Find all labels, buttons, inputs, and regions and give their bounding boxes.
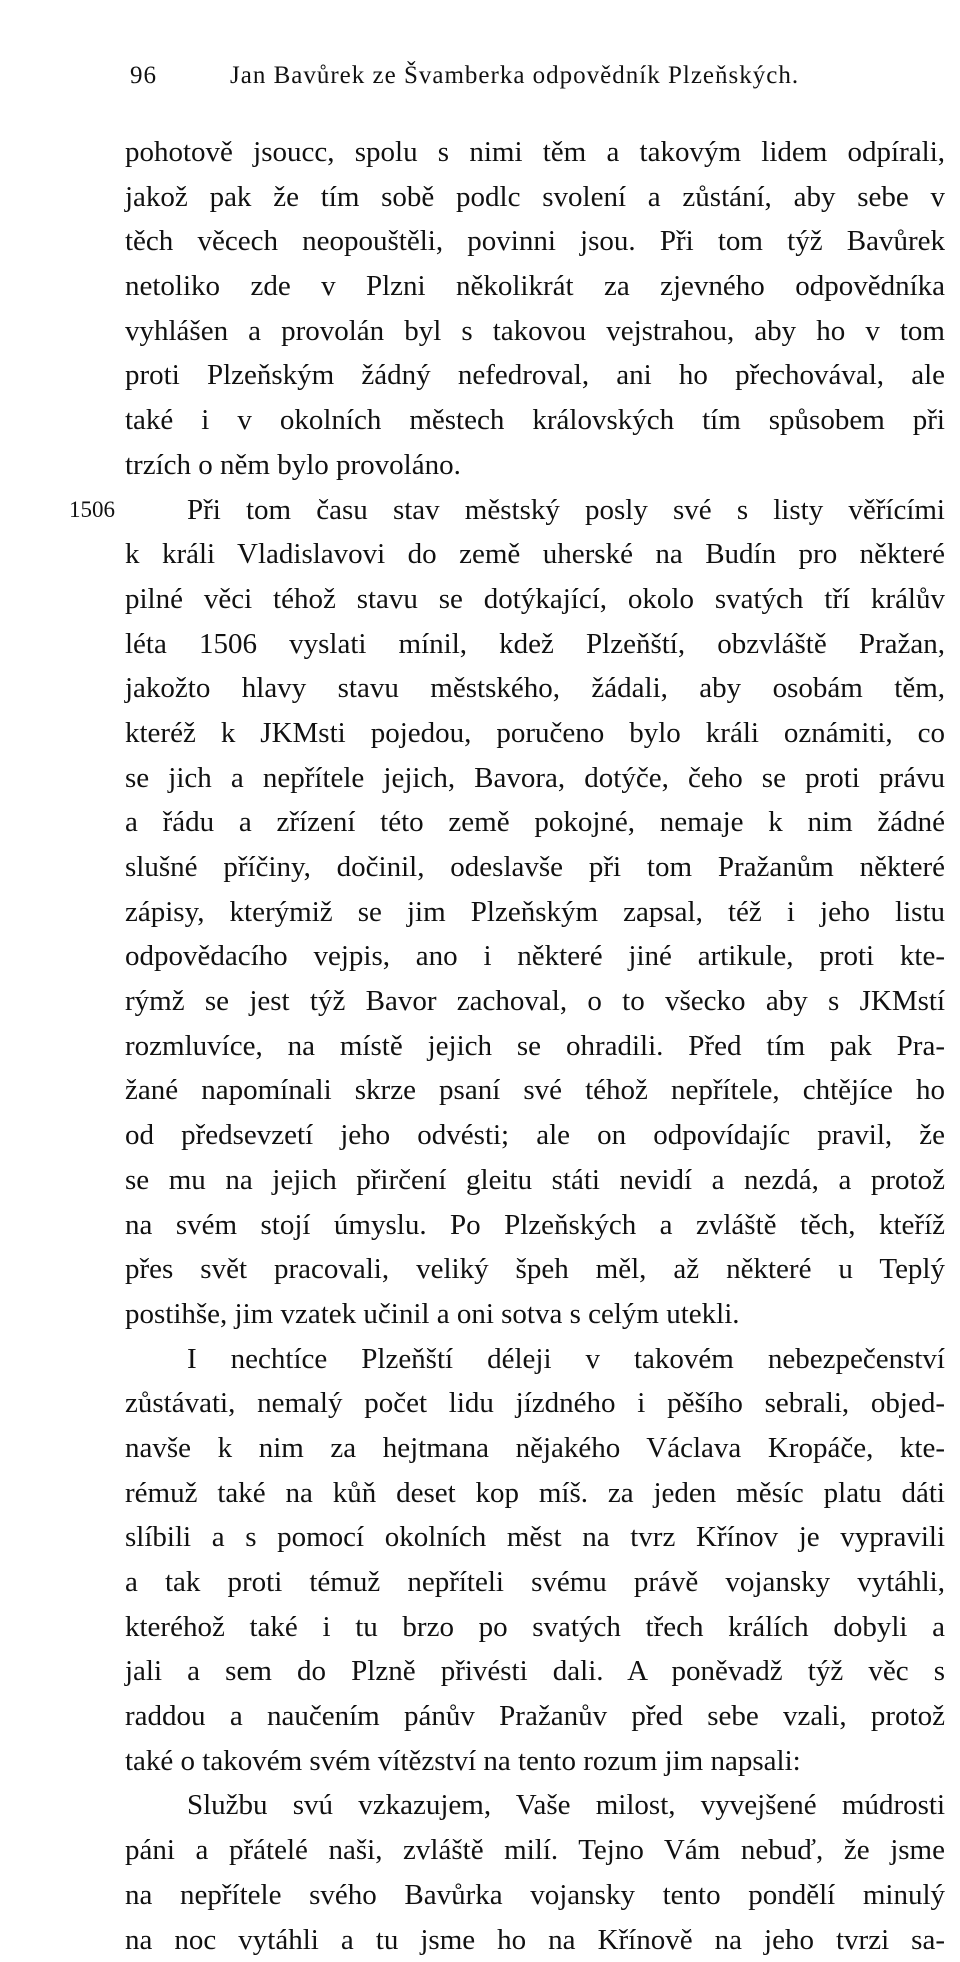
text-line: a řádu a zřízení této země pokojné, nemaje k nim žádné xyxy=(125,800,945,845)
text-line: také i v okolních městech královských tím spůsobem při xyxy=(125,398,945,443)
paragraph-start-line: I nechtíce Plzeňští déleji v takovém nebezpečenství xyxy=(125,1337,945,1382)
text-line: jali a sem do Plzně přivésti dali. A poněvadž týž věc s xyxy=(125,1649,945,1694)
text-line: proti Plzeňským žádný nefedroval, ani ho přechovával, ale xyxy=(125,353,945,398)
text-line: kteréhož také i tu brzo po svatých třech králích dobyli a xyxy=(125,1605,945,1650)
text-line: pohotově jsoucc, spolu s nimi těm a takovým lidem odpírali, xyxy=(125,130,945,175)
text-line: navše k nim za hejtmana nějakého Václava Kropáče, kte- xyxy=(125,1426,945,1471)
text-line: k králi Vladislavovi do země uherské na Budín pro některé xyxy=(125,532,945,577)
text-line: jakožto hlavy stavu městského, žádali, aby osobám těm, xyxy=(125,666,945,711)
text-line: kteréž k JKMsti pojedou, poručeno bylo králi oznámiti, co xyxy=(125,711,945,756)
text-line: slíbili a s pomocí okolních měst na tvrz Křínov je vypravili xyxy=(125,1515,945,1560)
text-line: páni a přátelé naši, zvláště milí. Tejno Vám nebuď, že jsme xyxy=(125,1828,945,1873)
running-title: Jan Bavůrek ze Švamberka odpovědník Plzeňských. xyxy=(230,62,799,90)
text-line: se jich a nepřítele jejich, Bavora, dotýče, čeho se proti právu xyxy=(125,756,945,801)
text-line: zápisy, kterýmiž se jim Plzeňským zapsal, též i jeho listu xyxy=(125,890,945,935)
text-line: na noc vytáhli a tu jsme ho na Křínově na jeho tvrzi sa- xyxy=(125,1918,945,1962)
text-line: rémuž také na kůň deset kop míš. za jeden měsíc platu dáti xyxy=(125,1471,945,1516)
text-line: rýmž se jest týž Bavor zachoval, o to všecko aby s JKMstí xyxy=(125,979,945,1024)
paragraph-start-line xyxy=(125,488,945,533)
running-head xyxy=(130,62,830,102)
text-line: také o takovém svém vítězství na tento rozum jim napsali: xyxy=(125,1739,945,1784)
text-line: pilné věci téhož stavu se dotýkající, okolo svatých tří králův xyxy=(125,577,945,622)
text-line: jakož pak že tím sobě podlc svolení a zůstání, aby sebe v xyxy=(125,175,945,220)
text-line: postihše, jim vzatek učinil a oni sotva s celým utekli. xyxy=(125,1292,945,1337)
text-line: vyhlášen a provolán byl s takovou vejstrahou, aby ho v tom xyxy=(125,309,945,354)
text-line: odpovědacího vejpis, ano i některé jiné artikule, proti kte- xyxy=(125,934,945,979)
text-line: žané napomínali skrze psaní své téhož nepřítele, chtějíce ho xyxy=(125,1068,945,1113)
text-line: a tak proti témuž nepříteli svému právě vojansky vytáhli, xyxy=(125,1560,945,1605)
text-line: léta 1506 vyslati mínil, kdež Plzeňští, obzvláště Pražan, xyxy=(125,622,945,667)
text-line: těch věcech neopouštěli, povinni jsou. Při tom týž Bavůrek xyxy=(125,219,945,264)
text-line: přes svět pracovali, veliký špeh měl, až některé u Teplý xyxy=(125,1247,945,1292)
text-line: raddou a naučením pánův Pražanův před sebe vzali, protož xyxy=(125,1694,945,1739)
paragraph-start-line: Službu svú vzkazujem, Vaše milost, vyvejšené múdrosti xyxy=(125,1783,945,1828)
text-line: se mu na jejich přirčení gleitu státi nevidí a nezdá, a protož xyxy=(125,1158,945,1203)
text-line: rozmluvíce, na místě jejich se ohradili. Před tím pak Pra- xyxy=(125,1024,945,1069)
margin-year-note: 1506 xyxy=(69,488,115,533)
text-line: na svém stojí úmyslu. Po Plzeňských a zvláště těch, kteříž xyxy=(125,1203,945,1248)
text-line: zůstávati, nemalý počet lidu jízdného i pěšího sebrali, objed- xyxy=(125,1381,945,1426)
text-line-content: Při tom času stav městský posly své s listy věřícími xyxy=(187,494,945,526)
text-line: slušné příčiny, dočinil, odeslavše při tom Pražanům některé xyxy=(125,845,945,890)
text-line: netoliko zde v Plzni několikrát za zjevného odpovědníka xyxy=(125,264,945,309)
body-text xyxy=(125,130,945,1962)
text-line: trzích o něm bylo provoláno. xyxy=(125,443,945,488)
page-number: 96 xyxy=(130,62,157,90)
text-line: na nepřítele svého Bavůrka vojansky tento pondělí minulý xyxy=(125,1873,945,1918)
text-line: od předsevzetí jeho odvésti; ale on odpovídajíc pravil, že xyxy=(125,1113,945,1158)
